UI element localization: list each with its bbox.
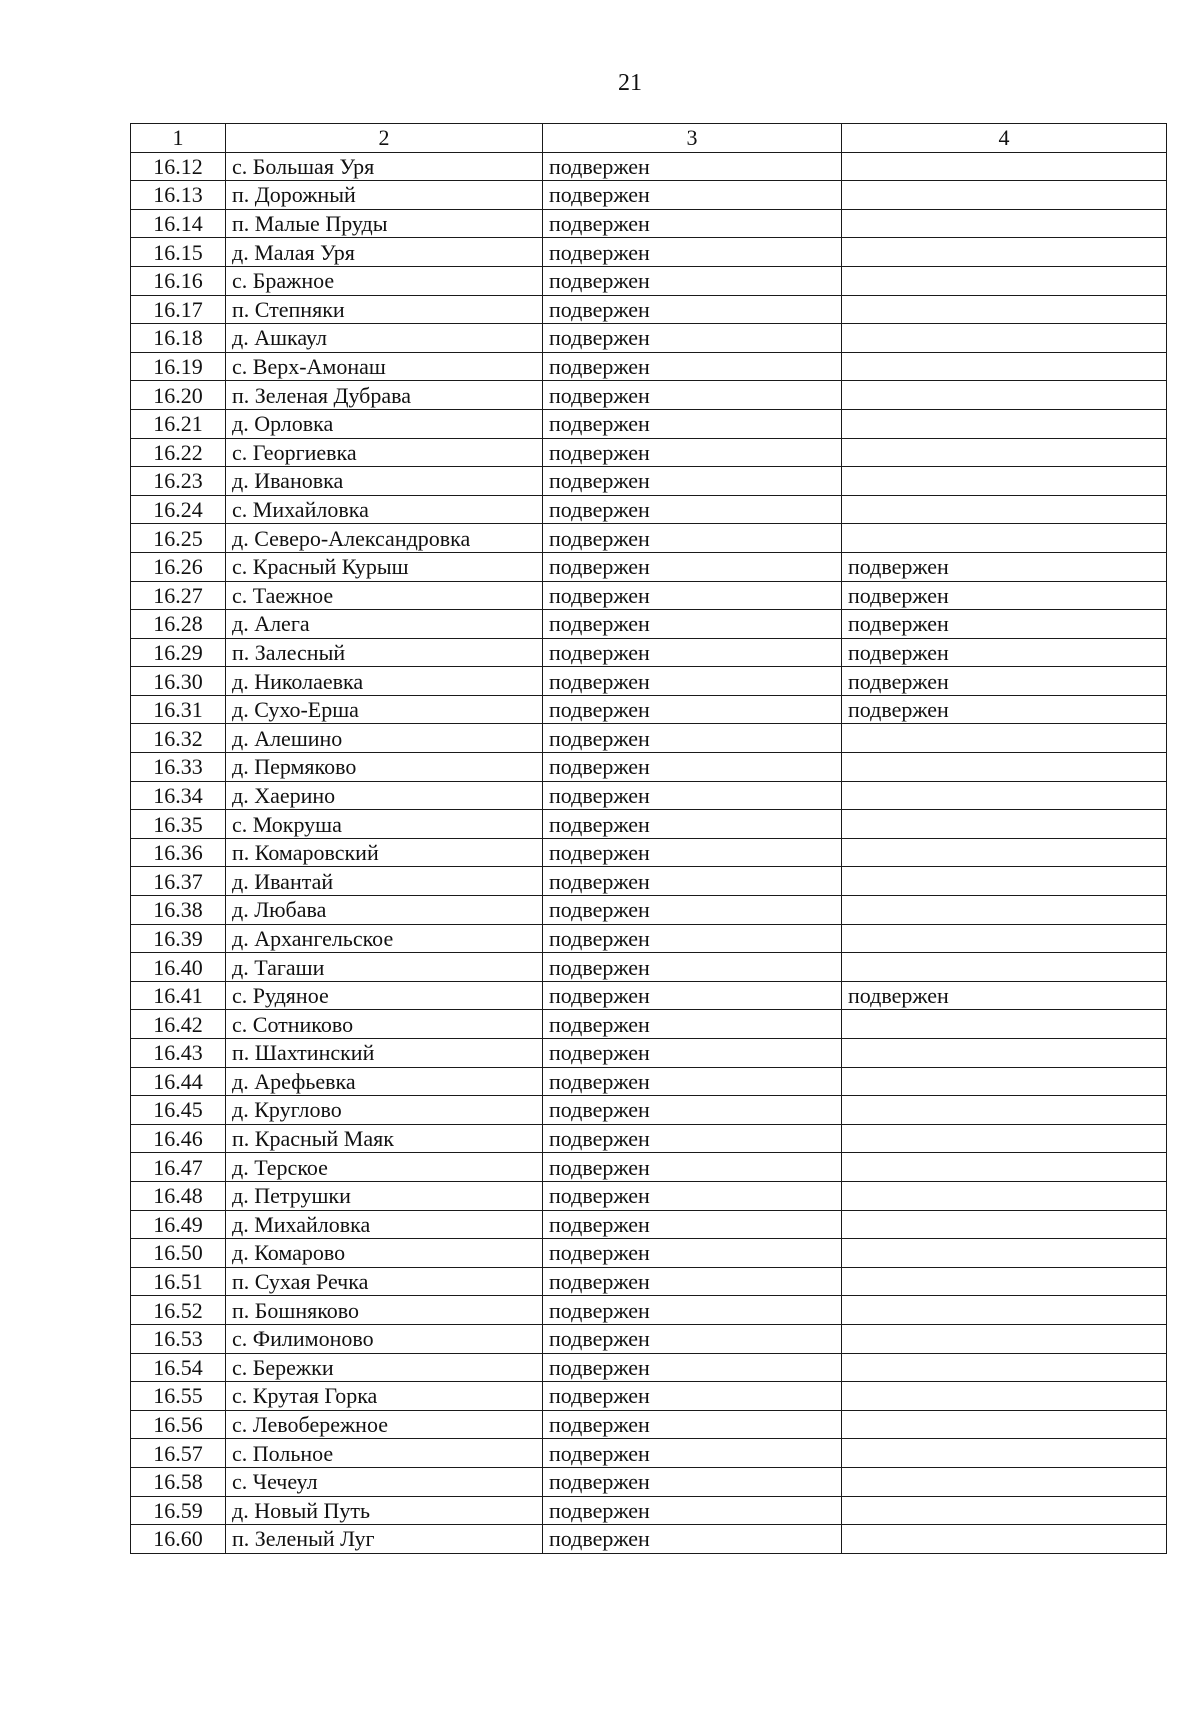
row-number-cell: 16.36: [131, 838, 226, 867]
row-number-cell: 16.52: [131, 1296, 226, 1325]
column-4-cell: [842, 524, 1167, 553]
table-row: [131, 1439, 1167, 1468]
row-number-cell: 16.14: [131, 209, 226, 238]
column-3-cell: подвержен: [543, 524, 842, 553]
settlement-name-cell: п. Дорожный: [226, 181, 543, 210]
settlement-name-cell: с. Михайловка: [226, 495, 543, 524]
table-row: [131, 610, 1167, 639]
settlement-name-cell: д. Арефьевка: [226, 1067, 543, 1096]
table-row: [131, 1296, 1167, 1325]
row-number-cell: 16.30: [131, 667, 226, 696]
row-number-cell: 16.55: [131, 1382, 226, 1411]
table-row: [131, 924, 1167, 953]
row-number-cell: 16.59: [131, 1496, 226, 1525]
table-row: [131, 1010, 1167, 1039]
table-row: [131, 695, 1167, 724]
column-4-cell: подвержен: [842, 610, 1167, 639]
settlement-name-cell: д. Малая Уря: [226, 238, 543, 267]
column-3-cell: подвержен: [543, 552, 842, 581]
column-3-cell: подвержен: [543, 1296, 842, 1325]
column-4-cell: подвержен: [842, 667, 1167, 696]
table-row: [131, 495, 1167, 524]
row-number-cell: 16.49: [131, 1210, 226, 1239]
table-row: [131, 1210, 1167, 1239]
table-row: [131, 209, 1167, 238]
table-row: [131, 524, 1167, 553]
settlement-name-cell: п. Залесный: [226, 638, 543, 667]
table-row: [131, 838, 1167, 867]
settlement-name-cell: д. Алега: [226, 610, 543, 639]
row-number-cell: 16.58: [131, 1467, 226, 1496]
row-number-cell: 16.50: [131, 1239, 226, 1268]
column-4-cell: [842, 495, 1167, 524]
table-row: [131, 810, 1167, 839]
row-number-cell: 16.26: [131, 552, 226, 581]
column-4-cell: [842, 1439, 1167, 1468]
settlement-name-cell: д. Пермяково: [226, 753, 543, 782]
column-3-cell: подвержен: [543, 1382, 842, 1411]
settlement-name-cell: с. Польное: [226, 1439, 543, 1468]
settlement-name-cell: с. Рудяное: [226, 981, 543, 1010]
column-4-cell: [842, 238, 1167, 267]
settlement-name-cell: с. Крутая Горка: [226, 1382, 543, 1411]
column-3-cell: подвержен: [543, 638, 842, 667]
column-3-cell: подвержен: [543, 581, 842, 610]
column-4-cell: подвержен: [842, 581, 1167, 610]
column-4-cell: [842, 1239, 1167, 1268]
settlement-name-cell: д. Петрушки: [226, 1181, 543, 1210]
column-4-cell: [842, 1039, 1167, 1068]
column-3-cell: подвержен: [543, 1324, 842, 1353]
settlement-name-cell: п. Сухая Речка: [226, 1267, 543, 1296]
table-row: [131, 781, 1167, 810]
row-number-cell: 16.33: [131, 753, 226, 782]
row-number-cell: 16.17: [131, 295, 226, 324]
row-number-cell: 16.12: [131, 152, 226, 181]
settlement-name-cell: с. Левобережное: [226, 1410, 543, 1439]
column-4-cell: [842, 181, 1167, 210]
table-row: [131, 1096, 1167, 1125]
row-number-cell: 16.43: [131, 1039, 226, 1068]
column-4-cell: [842, 1410, 1167, 1439]
row-number-cell: 16.35: [131, 810, 226, 839]
table-row: [131, 1267, 1167, 1296]
table-row: [131, 295, 1167, 324]
column-4-cell: подвержен: [842, 552, 1167, 581]
settlement-name-cell: п. Малые Пруды: [226, 209, 543, 238]
row-number-cell: 16.48: [131, 1181, 226, 1210]
settlement-name-cell: п. Шахтинский: [226, 1039, 543, 1068]
column-3-cell: подвержен: [543, 438, 842, 467]
column-4-cell: [842, 1382, 1167, 1411]
column-4-cell: [842, 1096, 1167, 1125]
settlement-name-cell: д. Сухо-Ерша: [226, 695, 543, 724]
table-row: [131, 981, 1167, 1010]
column-4-cell: [842, 1296, 1167, 1325]
settlement-name-cell: п. Бошняково: [226, 1296, 543, 1325]
column-3-cell: подвержен: [543, 1210, 842, 1239]
settlement-name-cell: с. Сотниково: [226, 1010, 543, 1039]
table-row: [131, 152, 1167, 181]
settlement-name-cell: д. Орловка: [226, 409, 543, 438]
column-4-cell: [842, 1324, 1167, 1353]
column-4-cell: [842, 467, 1167, 496]
row-number-cell: 16.24: [131, 495, 226, 524]
table-row: [131, 1324, 1167, 1353]
column-3-cell: подвержен: [543, 1467, 842, 1496]
column-3-cell: подвержен: [543, 1010, 842, 1039]
page-number: 21: [618, 70, 642, 96]
settlement-name-cell: с. Верх-Амонаш: [226, 352, 543, 381]
row-number-cell: 16.18: [131, 324, 226, 353]
column-4-cell: [842, 409, 1167, 438]
settlement-name-cell: д. Северо-Александровка: [226, 524, 543, 553]
settlement-name-cell: с. Мокруша: [226, 810, 543, 839]
column-header-3: 3: [543, 124, 842, 153]
settlement-name-cell: п. Комаровский: [226, 838, 543, 867]
column-4-cell: [842, 781, 1167, 810]
column-3-cell: подвержен: [543, 1410, 842, 1439]
column-header-1: 1: [131, 124, 226, 153]
settlement-name-cell: с. Бражное: [226, 266, 543, 295]
table-row: [131, 1153, 1167, 1182]
row-number-cell: 16.38: [131, 896, 226, 925]
column-3-cell: подвержен: [543, 238, 842, 267]
column-3-cell: подвержен: [543, 1239, 842, 1268]
column-3-cell: подвержен: [543, 209, 842, 238]
table-row: [131, 896, 1167, 925]
settlement-name-cell: п. Зеленая Дубрава: [226, 381, 543, 410]
settlement-name-cell: с. Красный Курыш: [226, 552, 543, 581]
row-number-cell: 16.45: [131, 1096, 226, 1125]
column-4-cell: [842, 753, 1167, 782]
table-row: [131, 667, 1167, 696]
column-4-cell: [842, 1525, 1167, 1554]
settlement-name-cell: д. Михайловка: [226, 1210, 543, 1239]
row-number-cell: 16.56: [131, 1410, 226, 1439]
column-3-cell: подвержен: [543, 1067, 842, 1096]
row-number-cell: 16.39: [131, 924, 226, 953]
column-3-cell: подвержен: [543, 810, 842, 839]
table-row: [131, 1467, 1167, 1496]
column-3-cell: подвержен: [543, 1525, 842, 1554]
column-3-cell: подвержен: [543, 1039, 842, 1068]
column-4-cell: [842, 152, 1167, 181]
row-number-cell: 16.27: [131, 581, 226, 610]
row-number-cell: 16.15: [131, 238, 226, 267]
row-number-cell: 16.20: [131, 381, 226, 410]
settlement-name-cell: с. Георгиевка: [226, 438, 543, 467]
column-4-cell: [842, 209, 1167, 238]
row-number-cell: 16.22: [131, 438, 226, 467]
row-number-cell: 16.32: [131, 724, 226, 753]
column-4-cell: [842, 1124, 1167, 1153]
column-4-cell: подвержен: [842, 695, 1167, 724]
column-3-cell: подвержен: [543, 981, 842, 1010]
column-3-cell: подвержен: [543, 1496, 842, 1525]
column-4-cell: [842, 266, 1167, 295]
column-4-cell: [842, 953, 1167, 982]
row-number-cell: 16.51: [131, 1267, 226, 1296]
column-3-cell: подвержен: [543, 1181, 842, 1210]
table-row: [131, 1181, 1167, 1210]
row-number-cell: 16.13: [131, 181, 226, 210]
row-number-cell: 16.25: [131, 524, 226, 553]
column-4-cell: [842, 1467, 1167, 1496]
row-number-cell: 16.57: [131, 1439, 226, 1468]
column-4-cell: [842, 324, 1167, 353]
column-4-cell: подвержен: [842, 638, 1167, 667]
settlement-name-cell: с. Чечеул: [226, 1467, 543, 1496]
table-row: [131, 1496, 1167, 1525]
column-3-cell: подвержен: [543, 295, 842, 324]
column-3-cell: подвержен: [543, 838, 842, 867]
column-3-cell: подвержен: [543, 266, 842, 295]
table-row: [131, 1067, 1167, 1096]
row-number-cell: 16.44: [131, 1067, 226, 1096]
table-row: [131, 581, 1167, 610]
column-3-cell: подвержен: [543, 695, 842, 724]
settlement-name-cell: д. Новый Путь: [226, 1496, 543, 1525]
table-row: [131, 266, 1167, 295]
settlement-name-cell: д. Архангельское: [226, 924, 543, 953]
column-3-cell: подвержен: [543, 953, 842, 982]
column-3-cell: подвержен: [543, 409, 842, 438]
row-number-cell: 16.29: [131, 638, 226, 667]
row-number-cell: 16.41: [131, 981, 226, 1010]
column-4-cell: [842, 438, 1167, 467]
table-row: [131, 381, 1167, 410]
row-number-cell: 16.28: [131, 610, 226, 639]
column-4-cell: [842, 1353, 1167, 1382]
column-3-cell: подвержен: [543, 896, 842, 925]
column-3-cell: подвержен: [543, 1267, 842, 1296]
row-number-cell: 16.42: [131, 1010, 226, 1039]
table-row: [131, 1382, 1167, 1411]
settlement-name-cell: д. Тагаши: [226, 953, 543, 982]
column-3-cell: подвержен: [543, 181, 842, 210]
column-4-cell: [842, 1496, 1167, 1525]
column-3-cell: подвержен: [543, 352, 842, 381]
settlement-name-cell: д. Ивантай: [226, 867, 543, 896]
column-3-cell: подвержен: [543, 610, 842, 639]
table-row: [131, 1353, 1167, 1382]
column-3-cell: подвержен: [543, 324, 842, 353]
settlement-name-cell: с. Большая Уря: [226, 152, 543, 181]
row-number-cell: 16.53: [131, 1324, 226, 1353]
column-3-cell: подвержен: [543, 1353, 842, 1382]
row-number-cell: 16.21: [131, 409, 226, 438]
column-3-cell: подвержен: [543, 1153, 842, 1182]
row-number-cell: 16.60: [131, 1525, 226, 1554]
column-3-cell: подвержен: [543, 724, 842, 753]
row-number-cell: 16.37: [131, 867, 226, 896]
table-row: [131, 438, 1167, 467]
row-number-cell: 16.40: [131, 953, 226, 982]
column-header-4: 4: [842, 124, 1167, 153]
row-number-cell: 16.23: [131, 467, 226, 496]
table-header-row: [131, 124, 1167, 153]
column-4-cell: [842, 1010, 1167, 1039]
row-number-cell: 16.31: [131, 695, 226, 724]
table-row: [131, 724, 1167, 753]
table-row: [131, 1525, 1167, 1554]
settlement-name-cell: с. Филимоново: [226, 1324, 543, 1353]
column-4-cell: [842, 1267, 1167, 1296]
column-3-cell: подвержен: [543, 781, 842, 810]
column-3-cell: подвержен: [543, 1439, 842, 1468]
column-3-cell: подвержен: [543, 152, 842, 181]
settlement-name-cell: д. Комарово: [226, 1239, 543, 1268]
table-row: [131, 181, 1167, 210]
table-row: [131, 238, 1167, 267]
row-number-cell: 16.34: [131, 781, 226, 810]
column-3-cell: подвержен: [543, 753, 842, 782]
column-4-cell: [842, 810, 1167, 839]
row-number-cell: 16.47: [131, 1153, 226, 1182]
column-4-cell: подвержен: [842, 981, 1167, 1010]
column-3-cell: подвержен: [543, 924, 842, 953]
table-row: [131, 324, 1167, 353]
column-3-cell: подвержен: [543, 381, 842, 410]
settlement-name-cell: д. Ашкаул: [226, 324, 543, 353]
table-row: [131, 1124, 1167, 1153]
column-4-cell: [842, 867, 1167, 896]
settlement-name-cell: д. Терское: [226, 1153, 543, 1182]
column-4-cell: [842, 1067, 1167, 1096]
table-row: [131, 552, 1167, 581]
row-number-cell: 16.16: [131, 266, 226, 295]
table-row: [131, 638, 1167, 667]
settlement-name-cell: с. Бережки: [226, 1353, 543, 1382]
table-body: [131, 152, 1167, 1553]
table-row: [131, 953, 1167, 982]
row-number-cell: 16.19: [131, 352, 226, 381]
column-4-cell: [842, 1181, 1167, 1210]
column-header-2: 2: [226, 124, 543, 153]
column-4-cell: [842, 896, 1167, 925]
settlement-name-cell: д. Круглово: [226, 1096, 543, 1125]
row-number-cell: 16.46: [131, 1124, 226, 1153]
column-3-cell: подвержен: [543, 467, 842, 496]
table-row: [131, 867, 1167, 896]
table-row: [131, 1039, 1167, 1068]
settlement-name-cell: п. Зеленый Луг: [226, 1525, 543, 1554]
column-4-cell: [842, 1153, 1167, 1182]
table-row: [131, 753, 1167, 782]
settlement-name-cell: д. Николаевка: [226, 667, 543, 696]
settlement-name-cell: д. Любава: [226, 896, 543, 925]
column-3-cell: подвержен: [543, 667, 842, 696]
column-4-cell: [842, 381, 1167, 410]
settlement-name-cell: п. Красный Маяк: [226, 1124, 543, 1153]
column-4-cell: [842, 352, 1167, 381]
column-3-cell: подвержен: [543, 1124, 842, 1153]
column-4-cell: [842, 295, 1167, 324]
column-4-cell: [842, 838, 1167, 867]
column-4-cell: [842, 1210, 1167, 1239]
table-row: [131, 1239, 1167, 1268]
table-row: [131, 1410, 1167, 1439]
settlement-name-cell: д. Алешино: [226, 724, 543, 753]
column-3-cell: подвержен: [543, 495, 842, 524]
row-number-cell: 16.54: [131, 1353, 226, 1382]
column-4-cell: [842, 924, 1167, 953]
settlement-name-cell: д. Ивановка: [226, 467, 543, 496]
table-row: [131, 467, 1167, 496]
table-row: [131, 352, 1167, 381]
column-4-cell: [842, 724, 1167, 753]
settlement-name-cell: с. Таежное: [226, 581, 543, 610]
column-3-cell: подвержен: [543, 867, 842, 896]
settlements-table: [130, 123, 1167, 1554]
column-3-cell: подвержен: [543, 1096, 842, 1125]
table-row: [131, 409, 1167, 438]
settlement-name-cell: п. Степняки: [226, 295, 543, 324]
settlement-name-cell: д. Хаерино: [226, 781, 543, 810]
